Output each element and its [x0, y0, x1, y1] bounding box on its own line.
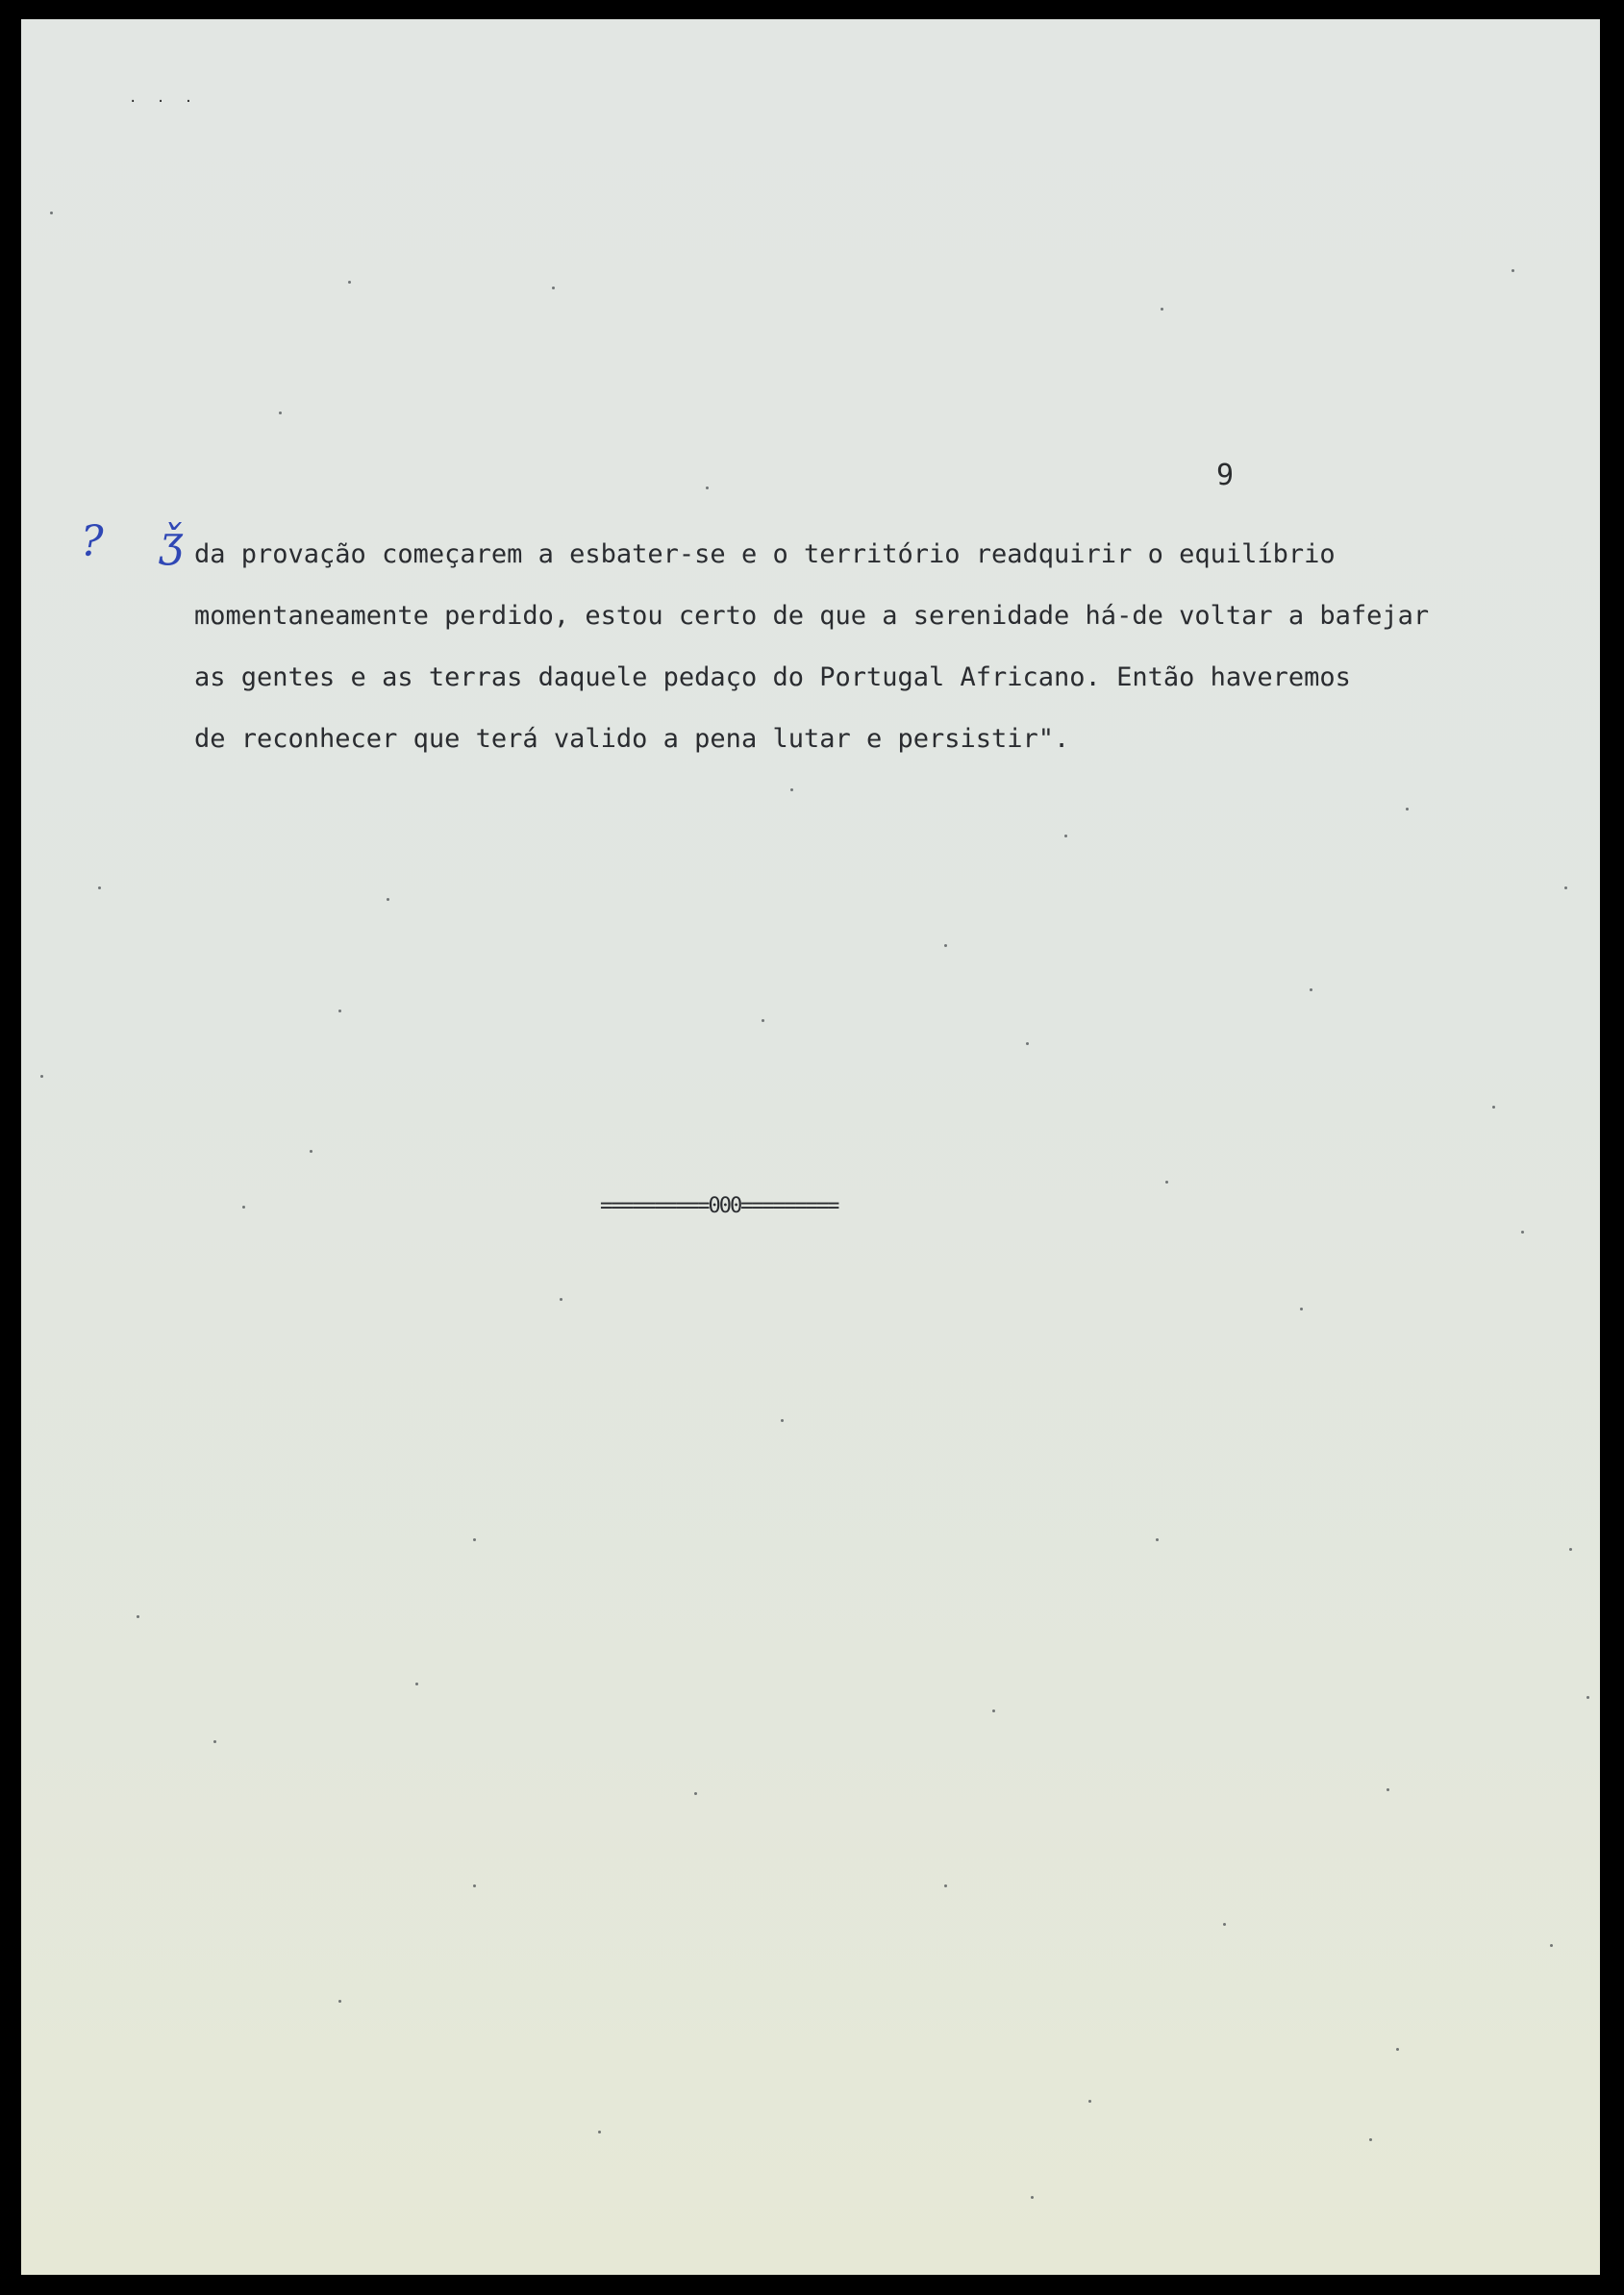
- paper-speck: [552, 287, 555, 289]
- paper-speck: [992, 1709, 995, 1712]
- paragraph-line: de reconhecer que terá valido a pena lutar e persistir".: [194, 724, 1070, 754]
- paper-speck: [415, 1683, 418, 1685]
- handwritten-margin-note: ? ǯ: [81, 517, 205, 566]
- paper-speck: [40, 1075, 43, 1078]
- paper-speck: [387, 898, 389, 901]
- paper-speck: [1165, 1181, 1168, 1184]
- paper-speck: [598, 2131, 601, 2133]
- paper-speck: [1569, 1548, 1572, 1551]
- paper-speck: [1161, 308, 1163, 311]
- paper-speck: [348, 281, 351, 284]
- paper-speck: [1406, 808, 1409, 811]
- paper-speck: [1156, 1538, 1159, 1541]
- paper-speck: [762, 1019, 764, 1022]
- paper-speck: [706, 486, 709, 489]
- paper-speck: [1564, 886, 1567, 889]
- paper-speck: [1521, 1231, 1524, 1234]
- paper-speck: [781, 1419, 784, 1422]
- paper-speck: [1310, 988, 1312, 991]
- paper-speck: [1550, 1944, 1553, 1947]
- paper-speck: [1064, 835, 1067, 837]
- paper-speck: [1031, 2196, 1034, 2199]
- paper-speck: [213, 1740, 216, 1743]
- paper-speck: [790, 788, 793, 791]
- paper-speck: [1223, 1923, 1226, 1926]
- paper-speck: [473, 1538, 476, 1541]
- paper-speck: [944, 944, 947, 947]
- paper-speck: [1088, 2100, 1091, 2103]
- paper-speck: [137, 1615, 139, 1618]
- paper-speck: [1492, 1106, 1495, 1109]
- paper-speck: [694, 1792, 697, 1795]
- paragraph-line: da provação começarem a esbater-se e o território readquirir o equilíbrio: [194, 539, 1336, 569]
- paper-speck: [242, 1206, 245, 1209]
- paragraph-line: as gentes e as terras daquele pedaço do Portugal Africano. Então haveremos: [194, 662, 1351, 692]
- paper-speck: [1369, 2138, 1372, 2141]
- paper-speck: [98, 886, 101, 889]
- paper-speck: [1512, 269, 1514, 272]
- paragraph-line: momentaneamente perdido, estou certo de que a serenidade há-de voltar a bafejar: [194, 601, 1430, 631]
- paper-speck: [1396, 2048, 1399, 2051]
- page-number: 9: [1216, 459, 1235, 492]
- paper-speck: [944, 1884, 947, 1887]
- paper-speck: [560, 1298, 562, 1301]
- paper-speck: [279, 412, 282, 414]
- paper-speck: [338, 1010, 341, 1012]
- paper-speck: [50, 212, 53, 214]
- corner-marks: · · ·: [129, 94, 199, 110]
- paper-speck: [1587, 1696, 1589, 1699]
- paper-speck: [1026, 1042, 1029, 1045]
- paper-speck: [338, 2000, 341, 2003]
- paragraph: [194, 524, 1540, 770]
- paper-speck: [310, 1150, 312, 1153]
- paper-speck: [1387, 1788, 1389, 1791]
- document-page: [21, 19, 1600, 2275]
- paper-speck: [1300, 1308, 1303, 1310]
- paper-speck: [473, 1884, 476, 1887]
- end-separator: ==========000=========: [600, 1194, 838, 1218]
